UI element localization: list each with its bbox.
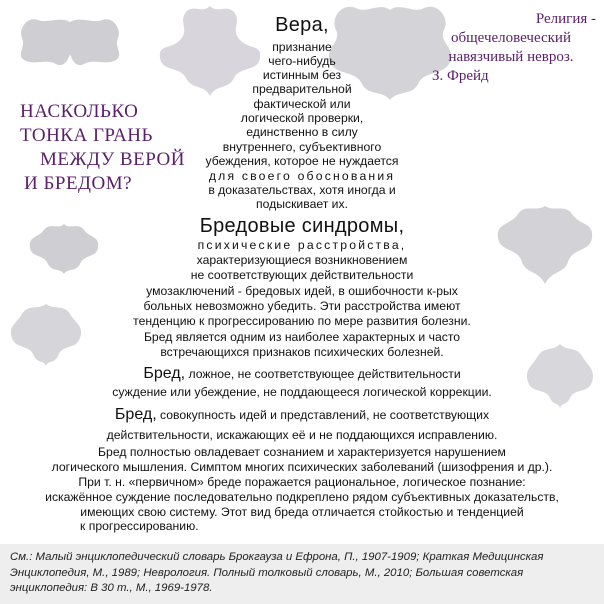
- references-text: См.: Малый энциклопедический словарь Брокгауза и Ефрона, П., 1907-1909; Краткая Медицинская Энциклопедия, М., 1989; Неврология. Полный толковый словарь, М., 2010; Большая советская энциклопедия: В 30 т., М., 1969-1978.: [10, 551, 544, 594]
- bred1-line2: суждение или убеждение, не поддающееся логической коррекции.: [112, 385, 492, 399]
- references-footer: [0, 544, 604, 604]
- bred2-line: к прогрессированию.: [80, 519, 199, 533]
- vera-line: признание: [272, 40, 332, 54]
- bred1-word: Бред,: [143, 365, 186, 382]
- inkblot-left: [24, 218, 104, 278]
- vera-line: истинным без: [262, 68, 342, 82]
- syndromes-line: психические расстройства,: [197, 238, 407, 252]
- title-line: ТОНКА ГРАНЬ: [20, 125, 153, 146]
- vera-line: в доказательствах, хотя иногда и: [208, 183, 396, 197]
- bred2-line: искажённое суждение последовательно подкреплено рядом субъективных доказательств,: [45, 490, 559, 504]
- quote-line: навязчивый невроз.: [448, 49, 574, 65]
- syndromes-heading: Бредовые синдромы,: [199, 215, 405, 237]
- bred2-line: действительности, искажающих её и не поддающихся исправлению.: [106, 428, 498, 442]
- quote-line: общечеловеческий: [450, 30, 571, 46]
- syndromes-line: встречающихся признаков психических болезней.: [160, 345, 444, 359]
- quote-line: Религия -: [535, 11, 596, 27]
- syndromes-line: не соответствующих действительности: [190, 268, 414, 282]
- freud-quote: [426, 10, 596, 86]
- vera-line: для своего обоснования: [208, 169, 396, 183]
- bred2-word: Бред,: [114, 406, 157, 423]
- vera-line: предварительной: [252, 82, 352, 96]
- syndromes-line: Бред является одним из наиболее характерных и часто: [143, 330, 461, 344]
- vera-line: подыскивает их.: [256, 197, 348, 211]
- syndromes-line: характеризующиеся возникновением: [196, 253, 408, 267]
- vera-line: фактической или: [253, 97, 351, 111]
- vera-line: убеждения, которое не нуждается: [205, 154, 399, 168]
- syndromes-line: умозаключений - бредовых идей, в ошибочности к-рых: [146, 284, 458, 298]
- quote-line: З. Фрейд: [432, 68, 489, 84]
- title-line: НАСКОЛЬКО: [20, 101, 139, 122]
- bred1-rest: ложное, не соответствующее действительности: [185, 367, 461, 381]
- title-question: [20, 100, 200, 196]
- bred2-line: [115, 406, 489, 424]
- inkblot-right-lower: [520, 340, 600, 410]
- bred2-line: имеющих свою систему. Этот вид бреда отличается стойкостью и тенденцией: [80, 505, 524, 519]
- inkblot-left-lower: [6, 300, 86, 370]
- bred2-rest: совокупность идей и представлений, не соответствующих: [156, 408, 490, 422]
- bred2-line: Бред полностью овладевает сознанием и характеризуется нарушением: [98, 445, 506, 459]
- title-line: МЕЖДУ ВЕРОЙ: [40, 149, 185, 170]
- bred2-line: логического мышления. Симптом многих психических заболеваний (шизофрения и др.).: [51, 460, 553, 474]
- vera-line: чего-нибудь: [268, 54, 336, 68]
- title-line: И БРЕДОМ?: [24, 173, 133, 194]
- inkblot-top-left: [10, 14, 130, 74]
- vera-line: единственно в силу: [246, 125, 358, 139]
- syndromes-line: тенденцию к прогрессированию по мере развития болезни.: [133, 314, 471, 328]
- vera-line: логической проверки,: [240, 111, 364, 125]
- bred1-line: [143, 365, 460, 383]
- bred2-line: При т. н. «первичном» бреде поражается рациональное, логическое познание:: [78, 475, 526, 489]
- vera-line: внутреннего, субъективного: [222, 140, 382, 154]
- syndromes-line: больных невозможно убедить. Эти расстройства имеют: [143, 299, 461, 313]
- vera-word: Вера,: [275, 14, 329, 36]
- inkblot-right: [490, 200, 600, 290]
